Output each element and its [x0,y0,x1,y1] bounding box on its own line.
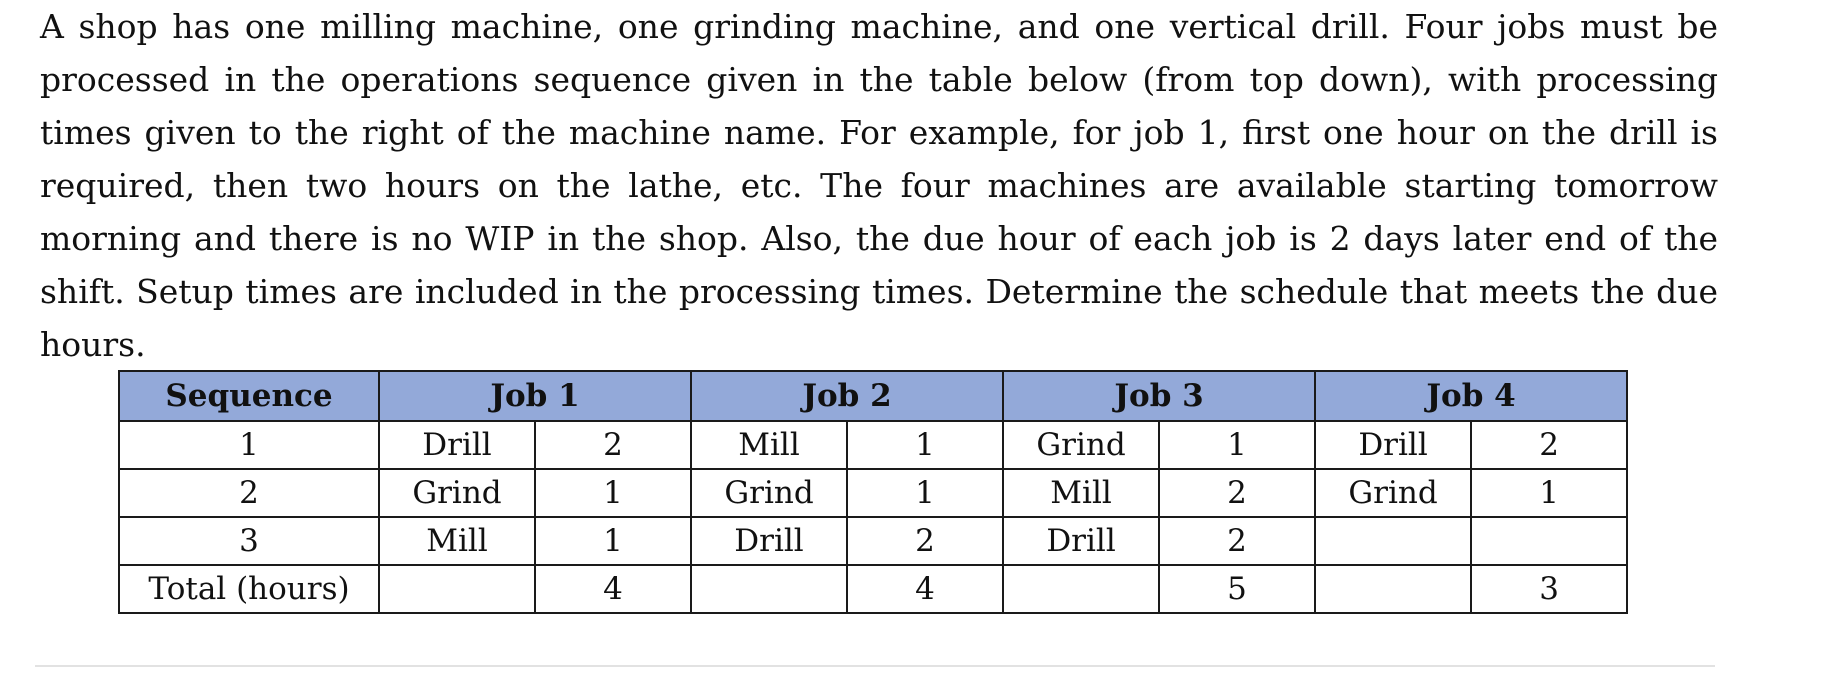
machine-cell: Drill [379,421,535,469]
table-row [119,469,1627,517]
header-job-4: Job 4 [1315,371,1627,421]
machine-cell [1003,565,1159,613]
machine-cell: Grind [379,469,535,517]
total-hours-cell: 3 [1471,565,1627,613]
table-row [119,421,1627,469]
hours-cell: 2 [1471,421,1627,469]
machine-cell [691,565,847,613]
table-row [119,517,1627,565]
bottom-divider [35,665,1715,667]
sequence-cell: 3 [119,517,379,565]
hours-cell: 1 [1471,469,1627,517]
sequence-cell: 1 [119,421,379,469]
machine-cell [1315,517,1471,565]
machine-cell: Grind [1315,469,1471,517]
hours-cell: 1 [535,517,691,565]
machine-cell: Mill [1003,469,1159,517]
hours-cell: 2 [847,517,1003,565]
table-header-row [119,371,1627,421]
sequence-cell: 2 [119,469,379,517]
hours-cell: 2 [1159,469,1315,517]
machine-cell: Drill [1003,517,1159,565]
machine-cell [1315,565,1471,613]
header-job-3: Job 3 [1003,371,1315,421]
hours-cell: 1 [1159,421,1315,469]
hours-cell: 2 [1159,517,1315,565]
machine-cell: Drill [691,517,847,565]
machine-cell: Grind [1003,421,1159,469]
machine-cell: Mill [691,421,847,469]
hours-cell: 1 [847,469,1003,517]
problem-statement: A shop has one milling machine, one grinding machine, and one vertical drill. Four jobs must be processed in the operations sequence given in the table below (from top down), with processing times given to the right of the machine name. For example, for job 1, first one hour on the drill is required, then two hours on the lathe, etc. The four machines are available starting tomorrow morning and there is no WIP in the shop. Also, the due hour of each job is 2 days later end of the shift. Setup times are included in the processing times. Determine the schedule that meets the due hours. [40,7,1718,364]
hours-cell [1471,517,1627,565]
total-hours-cell: 4 [535,565,691,613]
total-hours-cell: 4 [847,565,1003,613]
machine-cell [379,565,535,613]
header-sequence: Sequence [119,371,379,421]
hours-cell: 1 [847,421,1003,469]
machine-cell: Grind [691,469,847,517]
hours-cell: 2 [535,421,691,469]
machine-cell: Drill [1315,421,1471,469]
machine-cell: Mill [379,517,535,565]
table-row-total [119,565,1627,613]
header-job-1: Job 1 [379,371,691,421]
total-hours-cell: 5 [1159,565,1315,613]
header-job-2: Job 2 [691,371,1003,421]
sequence-cell: Total (hours) [119,565,379,613]
operations-table [118,370,1628,614]
hours-cell: 1 [535,469,691,517]
